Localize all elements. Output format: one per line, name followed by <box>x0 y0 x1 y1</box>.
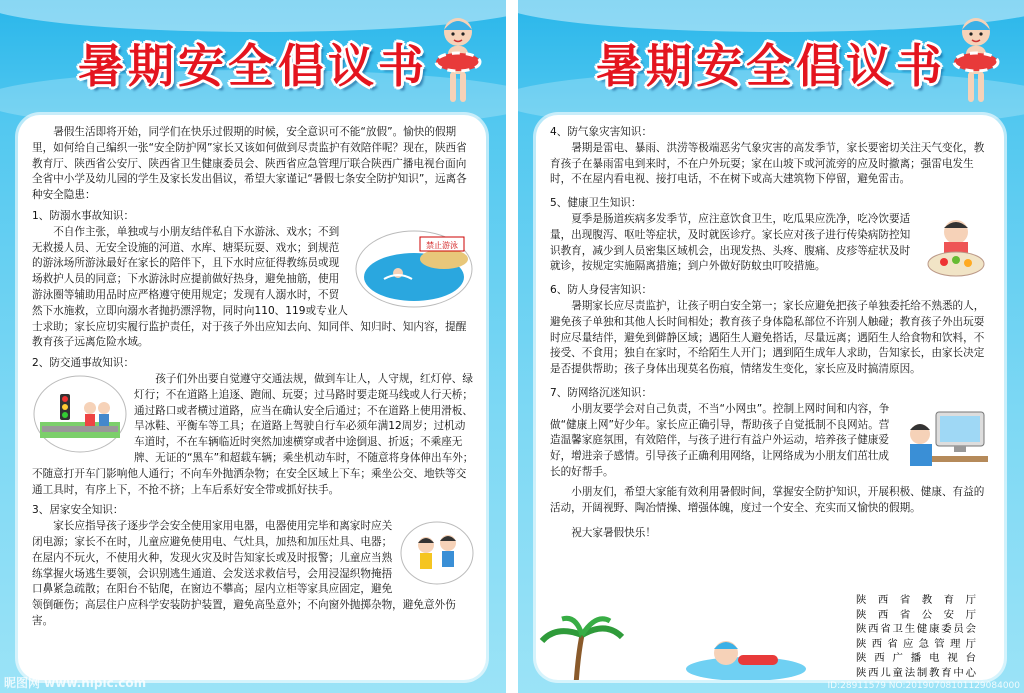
computer-kid-illustration <box>896 404 992 478</box>
section-body-home: 家长应指导孩子逐步学会安全使用家用电器，电器使用完毕和离家时应关闭电源；家长不在时，儿童应避免使用电、气灶具，加热和加压灶具、电器；在屋内不玩火，不使用火种，发现火灾及时告知家长或及时报警；儿童应当熟练掌握火场逃生要领，会识别逃生通道、会发送求救信号，会用浸湿织物掩捂口鼻紧急疏散；在阳台不钻爬，在窗边不攀高；屋内立柜等家具应固定，避免领倒砸伤；高层住户应科学安装防护装置，避免高坠意外；不向窗外抛掷杂物，避免意外伤害。 <box>32 520 456 627</box>
page-title: 暑期安全倡议书 <box>596 39 946 93</box>
image-id-text: ID:28911579 NO:20190708101129084000 <box>827 681 1020 691</box>
swimming-child-icon <box>686 635 806 680</box>
section-title-drowning: 1、防溺水事故知识： <box>32 209 135 222</box>
section-body-drowning: 不自作主张，单独或与小朋友结伴私自下水游泳、戏水；不到无救援人员、无安全设施的河道、水库、塘渠玩耍、戏水；到规范的游泳场所游泳最好在家长的陪伴下，且下水时应征得教练员或现场救护人员的同意；下水游泳时应提前做好热身，避免抽筋，使用游泳圈等辅助用品时应严格遵守使用规定；发现有人溺水时，不贸然下水施救，立即向溺水者抛扔漂浮物，同时向110、119或专业人士求助；家长应切实履行监护责任，对于孩子外出应知去向、知同伴、知归时、知内容，提醒教育孩子远离危险水域。 <box>32 225 467 349</box>
page-title: 暑期安全倡议书 <box>78 39 428 93</box>
content-right <box>550 125 992 542</box>
closing-paragraph: 小朋友们，希望大家能有效利用暑假时间，掌握安全防护知识，开展积极、健康、有益的活动，开阔视野、陶冶情操、增强体魄，度过一个安全、充实而又愉快的假期。 <box>550 485 985 514</box>
left-page <box>0 0 506 693</box>
page-divider <box>506 0 518 693</box>
signature-line: 陕西儿童法制教育中心 <box>856 666 976 679</box>
palm-tree-icon <box>536 615 626 680</box>
signature-line: 陕西省卫生健康委员会 <box>856 623 976 636</box>
section-title-home: 3、居家安全知识： <box>32 504 124 517</box>
signature-line: 陕西省公安厅 <box>856 608 976 621</box>
section-title-personal: 6、防人身侵害知识： <box>550 284 653 297</box>
section-title-traffic: 2、防交通事故知识： <box>32 357 135 370</box>
watermark-text: 昵图网 www.nipic.com <box>4 676 147 690</box>
section-body-internet: 小朋友要学会对自己负责，不当“小网虫”。控制上网时间和内容，争做“健康上网”好少年。家长应正确引导，帮助孩子自觉抵制不良网站。营造温馨家庭氛围，有效陪伴，与孩子进行有益户外运动，培养孩子健康爱好，增进亲子感情。引导孩子正确利用网络，让网络成为小朋友们茁壮成长的好帮手。 <box>550 402 890 478</box>
section-body-health: 夏季是肠道疾病多发季节，应注意饮食卫生，吃瓜果应洗净，吃冷饮要适量，出现腹泻、呕吐等症状，及时就医诊疗。家长应对孩子进行传染病防控知识教育，减少到人员密集区域机会，出现发热、头疼、腹痛、皮疹等症状及时就诊，按规定实施隔离措施；到户外做好防蚊虫叮咬措施。 <box>550 212 911 273</box>
content-card <box>536 115 1004 680</box>
section-title-weather: 4、防气象灾害知识： <box>550 126 653 138</box>
signature-line: 陕西省教育厅 <box>856 594 976 606</box>
warning-sign-text: 禁止游泳 <box>426 240 458 250</box>
section-title-internet: 7、防网络沉迷知识： <box>550 386 653 399</box>
intro-paragraph: 暑假生活即将开始，同学们在快乐过假期的时候，安全意识可不能“放假”。愉快的假期里，如何给自己编织一张“安全防护网”家长又该如何做到尽责监护有效陪伴呢？现在，陕西省教育厅、陕西省公安厅、陕西省卫生健康委员会、陕西省应急管理厅联合陕西广播电视台面向全省中小学及幼儿园的学生及家长发出倡议，希望大家谨记“暑假七条安全防护知识”，远离各种安全隐患： <box>32 126 467 202</box>
section-body-weather: 暑期是雷电、暴雨、洪涝等极端恶劣气象灾害的高发季节，家长要密切关注天气变化，教育孩子在暴雨雷电到来时，不在户外玩耍；家在山坡下或河流旁的应及时撤离；强雷电发生时，不在屋内看电视、接打电话，不在树下或高大建筑物下停留，避免雷击。 <box>550 141 985 186</box>
swimming-illustration <box>354 227 474 309</box>
section-body-personal: 暑期家长应尽责监护，让孩子明白安全第一；家长应避免把孩子单独委托给不熟悉的人，避免孩子单独和其他人长时间相处；教育孩子身体隐私部位不许别人触碰；教育孩子外出玩耍时应尽量结伴，避免到僻静区域；遇陌生人避免搭话，尽量远离；遇陌生人给食物和饮料，不接受、不食用；独自在家时，不给陌生人开门；遇到陌生成年人求助，告知家长，由家长决定是否提供帮助；孩子身体出现莫名伤痕，情绪发生变化，家长应及时搞清原因。 <box>550 299 985 376</box>
signature-line: 陕西广播电视台 <box>856 652 976 665</box>
healthy-eating-illustration <box>920 214 992 280</box>
content-left <box>32 125 474 630</box>
section-body-traffic: 孩子们外出要自觉遵守交通法规，做到车让人，人守规，红灯停、绿灯行；不在道路上追逐、跑闹、玩耍；过马路时要走斑马线或人行天桥；通过路口或者横过道路，应当在确认安全后通过；不在道路上使用滑板、旱冰鞋、平衡车等工具；在道路上驾驶自行车必须年满12周岁；过机动车道时，不在车辆临近时突然加速横穿或者中途倒退、折返；不乘座无牌、无证的“黑车”和超载车辆；乘坐机动车时，不随意将身体伸出车外；不随意打开车门影响他人通行；不向车外抛洒杂物；在安全区域上下车；乘坐公交、地铁等交通工具时，有序上下，不抢不挤；上车后系好安全带或抓好扶手。 <box>32 372 474 496</box>
section-title-health: 5、健康卫生知识： <box>550 197 642 210</box>
swimming-kid-icon <box>428 14 488 110</box>
signature-block <box>856 593 976 680</box>
home-safety-illustration <box>400 521 474 585</box>
signature-line: 陕西省应急管理厅 <box>856 637 976 650</box>
traffic-illustration <box>32 374 128 454</box>
right-page <box>518 0 1024 693</box>
closing-wish: 祝大家暑假快乐！ <box>571 527 656 540</box>
swimming-kid-icon <box>946 14 1006 110</box>
content-card <box>18 115 486 680</box>
